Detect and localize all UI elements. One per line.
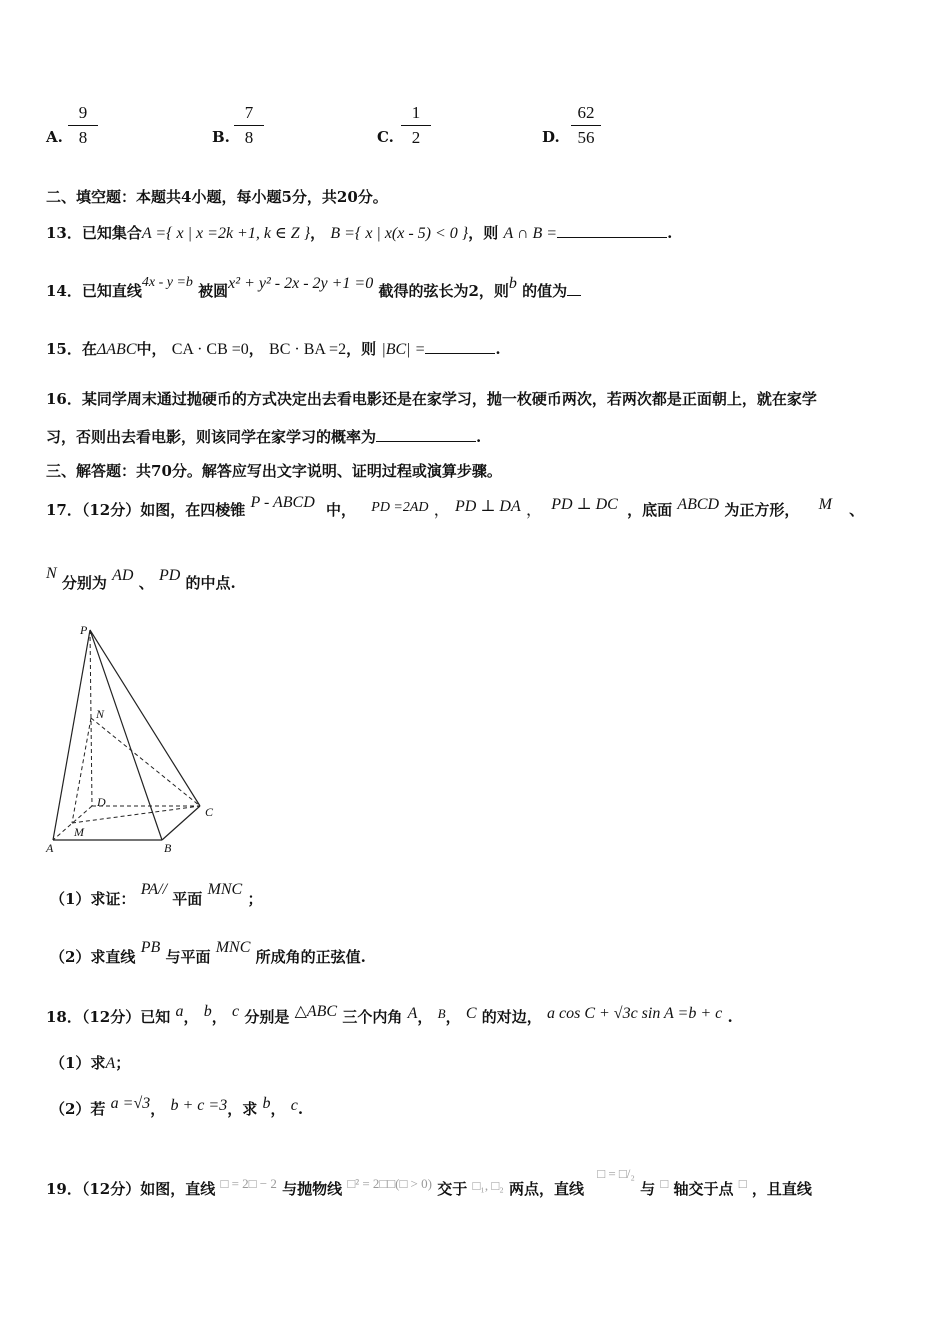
question-18-part2: （2）若 a =√3， b + c =3，求 b， c.	[50, 1095, 304, 1118]
question-17-line1: 17．（12分）如图，在四棱锥 P - ABCD 中， PD =2AD ， PD ⊥ DA ， PD ⊥ DC ，底面 ABCD 为正方形， M 、	[46, 494, 865, 519]
option-c-fraction: $\frac{1}{2}$	[401, 103, 431, 148]
option-a-label: A.	[46, 128, 63, 146]
question-18: 18．（12分）已知 a， b， c 分别是 △ABC 三个内角 A， B， C 的对边， a cos C + √3c sin A =b + c .	[46, 1003, 733, 1026]
question-16-line1: 16．某同学周末通过抛硬币的方式决定出去看电影还是在家学习，抛一枚硬币两次，若两次都是正面朝上，就在家学	[46, 390, 817, 408]
question-17-part2: （2）求直线 PB 与平面 MNC 所成角的正弦值.	[50, 939, 366, 966]
option-d-label: D.	[542, 128, 560, 146]
question-13: 13．已知集合A ={ x | x =2k +1, k ∈ Z }， B ={ x | x(x - 5) < 0 }，则 A ∩ B = .	[46, 224, 673, 242]
section-heading-fill-in: 二、填空题：本题共4小题，每小题5分，共20分。	[46, 188, 388, 206]
section-heading-solve: 三、解答题：共70分。解答应写出文字说明、证明过程或演算步骤。	[46, 462, 502, 480]
label-c: C	[205, 805, 214, 819]
label-m: M	[74, 825, 84, 839]
edge-pa	[53, 630, 90, 840]
question-19: 19．（12分）如图，直线 □ = 2□ − 2 与抛物线 □² = 2□□(□ > 0) 交于 □₁, □₂ 两点，直线 □ = □/₂ 与 □ 轴交于点 □ ，且直线	[46, 1166, 812, 1198]
label-b: B	[164, 841, 172, 855]
label-a: A	[46, 841, 54, 855]
option-a-fraction: $\frac{9}{8}$	[68, 103, 98, 148]
question-17-part1: （1）求证： PA// 平面 MNC ；	[50, 881, 263, 908]
label-n: N	[96, 707, 105, 721]
option-c-label: C.	[377, 128, 394, 146]
option-b-fraction: $\frac{7}{8}$	[234, 103, 264, 148]
option-b-label: B.	[212, 128, 230, 146]
question-14: 14．已知直线4x - y =b 被圆x² + y² - 2x - 2y +1 =0 截得的弦长为2，则b 的值为	[46, 280, 581, 301]
question-15: 15．在ΔABC中， CA · CB =0， BC · BA =2，则 |BC| = .	[46, 340, 501, 358]
option-d-fraction: $\frac{62}{56}$	[571, 103, 601, 148]
segment-mc	[72, 806, 200, 823]
question-18-part1: （1）求A；	[50, 1054, 131, 1072]
question-16-line2: 习，否则出去看电影，则该同学在家学习的概率为 .	[46, 428, 482, 446]
segment-nm	[72, 718, 91, 823]
label-p: P	[80, 623, 88, 637]
question-17-line2: N 分别为 AD 、 PD 的中点.	[46, 565, 236, 592]
label-d: D	[97, 795, 106, 809]
edge-pc	[90, 630, 200, 806]
pyramid-figure	[40, 618, 240, 858]
edge-bc	[162, 806, 200, 840]
